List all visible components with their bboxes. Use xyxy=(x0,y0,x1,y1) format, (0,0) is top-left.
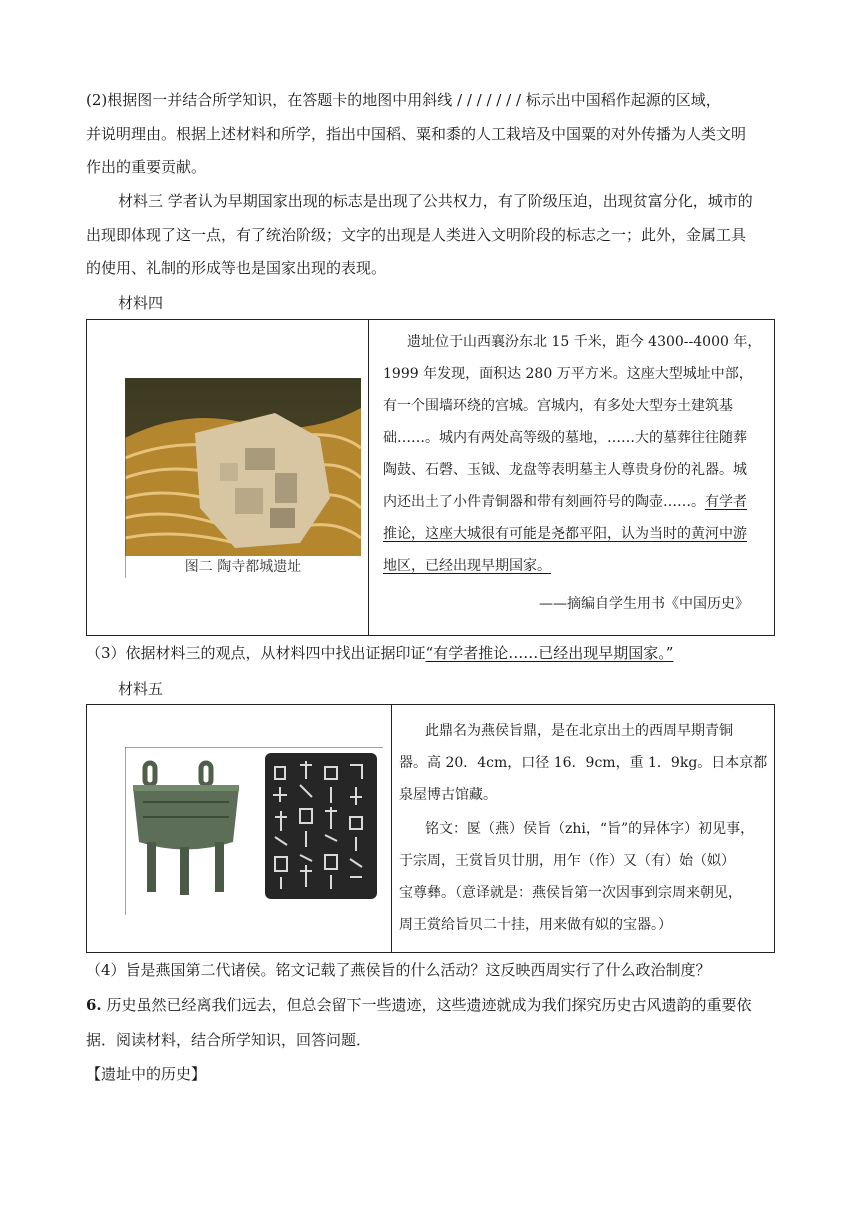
q4-line: （4）旨是燕国第二代诸侯。铭文记载了燕侯旨的什么活动？这反映西周实行了什么政治制度？ xyxy=(86,961,711,979)
taosi-site-photo xyxy=(125,378,361,578)
underlined-claim-line-2: 推论，这座大城很有可能是尧都平阳，认为当时的黄河中游 xyxy=(383,526,747,542)
q3-quote: “有学者推论……已经出现早期国家。” xyxy=(425,644,674,662)
section-heading: 【遗址中的历史】 xyxy=(86,1065,207,1083)
material4-text-line-1: 遗址位于山西襄汾东北 15 千米，距今 4300--4000 年， xyxy=(407,334,762,350)
q3-line: （3）依据材料三的观点，从材料四中找出证据印证“有学者推论……已经出现早期国家。” xyxy=(86,644,674,662)
material3-line-3: 的使用、礼制的形成等也是国家出现的表现。 xyxy=(86,259,387,277)
material5-text-line-1: 此鼎名为燕侯旨鼎，是在北京出土的西周早期青铜 xyxy=(425,723,733,739)
material4-text-line-6: 内还出土了小件青铜器和带有刻画符号的陶壶……。有学者 xyxy=(383,494,747,510)
material5-text-line-4: 铭文：匽（燕）侯旨（zhi，“旨”的异体字）初见事， xyxy=(425,821,755,837)
material5-text-line-7: 周王赏给旨贝二十挂，用来做有姒的宝器。） xyxy=(399,917,672,933)
q6-line-1: 6. 历史虽然已经离我们远去，但总会留下一些遗迹，这些遗迹就成为我们探究历史古风遗韵的重要依 xyxy=(86,996,752,1014)
material5-text-line-6: 宝尊彝。（意译就是：燕侯旨第一次因事到宗周来朝见， xyxy=(399,885,742,901)
material3-line-2: 出现即体现了这一点，有了统治阶级；文字的出现是人类进入文明阶段的标志之一；此外，金属工具 xyxy=(86,226,747,244)
figure-caption: 图二 陶寺都城遗址 xyxy=(184,559,302,575)
material4-source: ——摘编自学生用书《中国历史》 xyxy=(539,596,749,612)
material4-text-line-3: 有一个围墙环绕的宫城。宫城内，有多处大型夯土建筑基 xyxy=(383,398,733,414)
material4-cell-divider xyxy=(368,320,369,635)
material5-table xyxy=(86,704,775,953)
q6-number: 6. xyxy=(86,996,102,1014)
material4-text-line-5: 陶鼓、石磬、玉钺、龙盘等表明墓主人尊贵身份的礼器。城 xyxy=(383,462,747,478)
material4-text-line-2: 1999 年发现，面积达 280 万平方米。这座大型城址中部， xyxy=(383,366,753,382)
bronze-ding-figure xyxy=(125,747,383,915)
material5-text-line-2: 器。高 20．4cm，口径 16．9cm，重 1．9kg。日本京都 xyxy=(399,755,768,771)
underlined-claim-line-3: 地区，已经出现早期国家。 xyxy=(383,558,551,574)
q2-line-3: 作出的重要贡献。 xyxy=(86,158,207,176)
q6-line-2: 据．阅读材料，结合所学知识，回答问题． xyxy=(86,1031,372,1049)
material5-text-line-5: 于宗周，王赏旨贝廿朋，用乍（作）又（有）始（姒） xyxy=(399,853,735,869)
material4-text-line-4: 础……。城内有两处高等级的墓地，……大的墓葬往往随葬 xyxy=(383,430,747,446)
material4-table xyxy=(86,319,775,636)
material5-text-line-3: 泉屋博古馆藏。 xyxy=(399,787,497,803)
q2-line-2: 并说明理由。根据上述材料和所学，指出中国稻、粟和黍的人工栽培及中国粟的对外传播为人类文明 xyxy=(86,125,747,143)
taosi-site-figure xyxy=(125,378,361,578)
q2-line-1: (2)根据图一并结合所学知识，在答题卡的地图中用斜线 / / / / / / / 标示出中国稻作起源的区域， xyxy=(86,91,721,109)
underlined-claim-start: 有学者 xyxy=(705,494,747,510)
ding-and-inscription-image xyxy=(125,747,383,915)
material3-line-1: 材料三 学者认为早期国家出现的标志是出现了公共权力，有了阶级压迫，出现贫富分化，城市的 xyxy=(118,192,753,210)
material4-heading: 材料四 xyxy=(118,294,164,312)
material5-cell-divider xyxy=(391,705,392,952)
material5-heading: 材料五 xyxy=(118,680,164,698)
